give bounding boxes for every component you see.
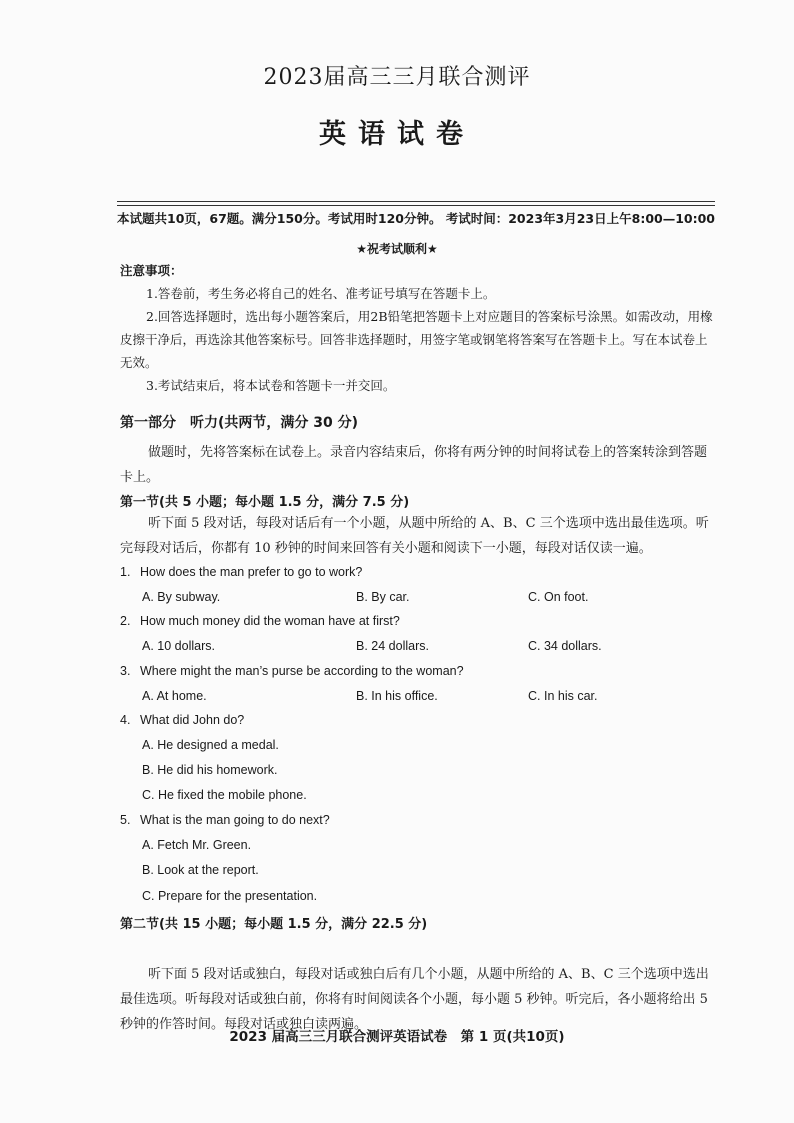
question-number: 4. xyxy=(120,713,131,727)
question-text: What did John do? xyxy=(140,713,245,727)
notice-heading: 注意事项： xyxy=(120,263,183,278)
question-text: How does the man prefer to go to work? xyxy=(140,565,363,579)
option: B. He did his homework. xyxy=(142,763,278,777)
exam-title: 2023届高三三月联合测评 xyxy=(263,65,531,90)
section-instructions: 听下面 5 段对话或独白，每段对话或独白后有几个小题，从题中所给的 A、B、C 三个选项中选出最佳选项。听每段对话或独白前，你将有时间阅读各个小题，每小题 5 秒钟。听完后，各小题将给出 5 秒钟的作答时间。每段对话或独白读两遍。 xyxy=(120,967,709,1032)
notice-block xyxy=(120,259,716,397)
option: B. In his office. xyxy=(356,689,438,703)
option: A. At home. xyxy=(142,689,207,703)
option: B. 24 dollars. xyxy=(356,639,429,653)
option: C. In his car. xyxy=(528,689,598,703)
question xyxy=(120,614,400,628)
option: B. By car. xyxy=(356,590,410,604)
question-text: What is the man going to do next? xyxy=(140,813,330,827)
option: C. On foot. xyxy=(528,590,589,604)
header-divider-thin xyxy=(117,205,715,206)
part-intro: 做题时，先将答案标在试卷上。录音内容结束后，你将有两分钟的时间将试卷上的答案转涂到答题卡上。 xyxy=(120,445,708,485)
notice-item: 2.回答选择题时，选出每小题答案后，用2B铅笔把答题卡上对应题目的答案标号涂黑。如需改动，用橡皮擦干净后，再选涂其他答案标号。回答非选择题时，用签字笔或钢笔将答案写在答题卡上。写在本试卷上无效。 xyxy=(120,309,713,370)
option: A. By subway. xyxy=(142,590,221,604)
option: B. Look at the report. xyxy=(142,863,259,877)
exam-subject-title: 英语试卷 xyxy=(319,119,475,150)
section-heading: 第一节(共 5 小题；每小题 1.5 分，满分 7.5 分) xyxy=(120,495,410,510)
question xyxy=(120,565,362,579)
option: C. 34 dollars. xyxy=(528,639,602,653)
part-heading: 第一部分 听力(共两节，满分 30 分) xyxy=(120,415,359,431)
question xyxy=(120,813,330,827)
header-divider-thick xyxy=(117,201,715,202)
exam-length-info: 本试题共10页，67题。满分150分。考试用时120分钟。 xyxy=(117,211,442,226)
notice-item: 1.答卷前，考生务必将自己的姓名、准考证号填写在答题卡上。 xyxy=(146,286,496,301)
question-text: How much money did the woman have at first? xyxy=(140,614,400,628)
question xyxy=(120,664,464,678)
option: A. Fetch Mr. Green. xyxy=(142,838,252,852)
good-luck-banner: ★祝考试顺利★ xyxy=(356,242,438,256)
option: C. He fixed the mobile phone. xyxy=(142,788,307,802)
notice-item: 3.考试结束后，将本试卷和答题卡一并交回。 xyxy=(146,378,396,393)
question-number: 1. xyxy=(120,565,131,579)
question-number: 3. xyxy=(120,664,131,678)
question-number: 2. xyxy=(120,614,131,628)
section-heading: 第二节(共 15 小题；每小题 1.5 分，满分 22.5 分) xyxy=(120,917,428,932)
page-footer: 2023 届高三三月联合测评英语试卷 第 1 页(共10页) xyxy=(229,1029,565,1045)
section-instructions: 听下面 5 段对话，每段对话后有一个小题，从题中所给的 A、B、C 三个选项中选出最佳选项。听完每段对话后，你都有 10 秒钟的时间来回答有关小题和阅读下一小题，每段对话仅读一遍。 xyxy=(120,516,709,556)
exam-time-info: 考试时间：2023年3月23日上午8:00—10:00 xyxy=(445,211,715,226)
option: A. He designed a medal. xyxy=(142,738,279,752)
option: A. 10 dollars. xyxy=(142,639,215,653)
option: C. Prepare for the presentation. xyxy=(142,889,318,903)
question-number: 5. xyxy=(120,813,131,827)
question-text: Where might the man’s purse be according to the woman? xyxy=(140,664,464,678)
question xyxy=(120,713,244,727)
